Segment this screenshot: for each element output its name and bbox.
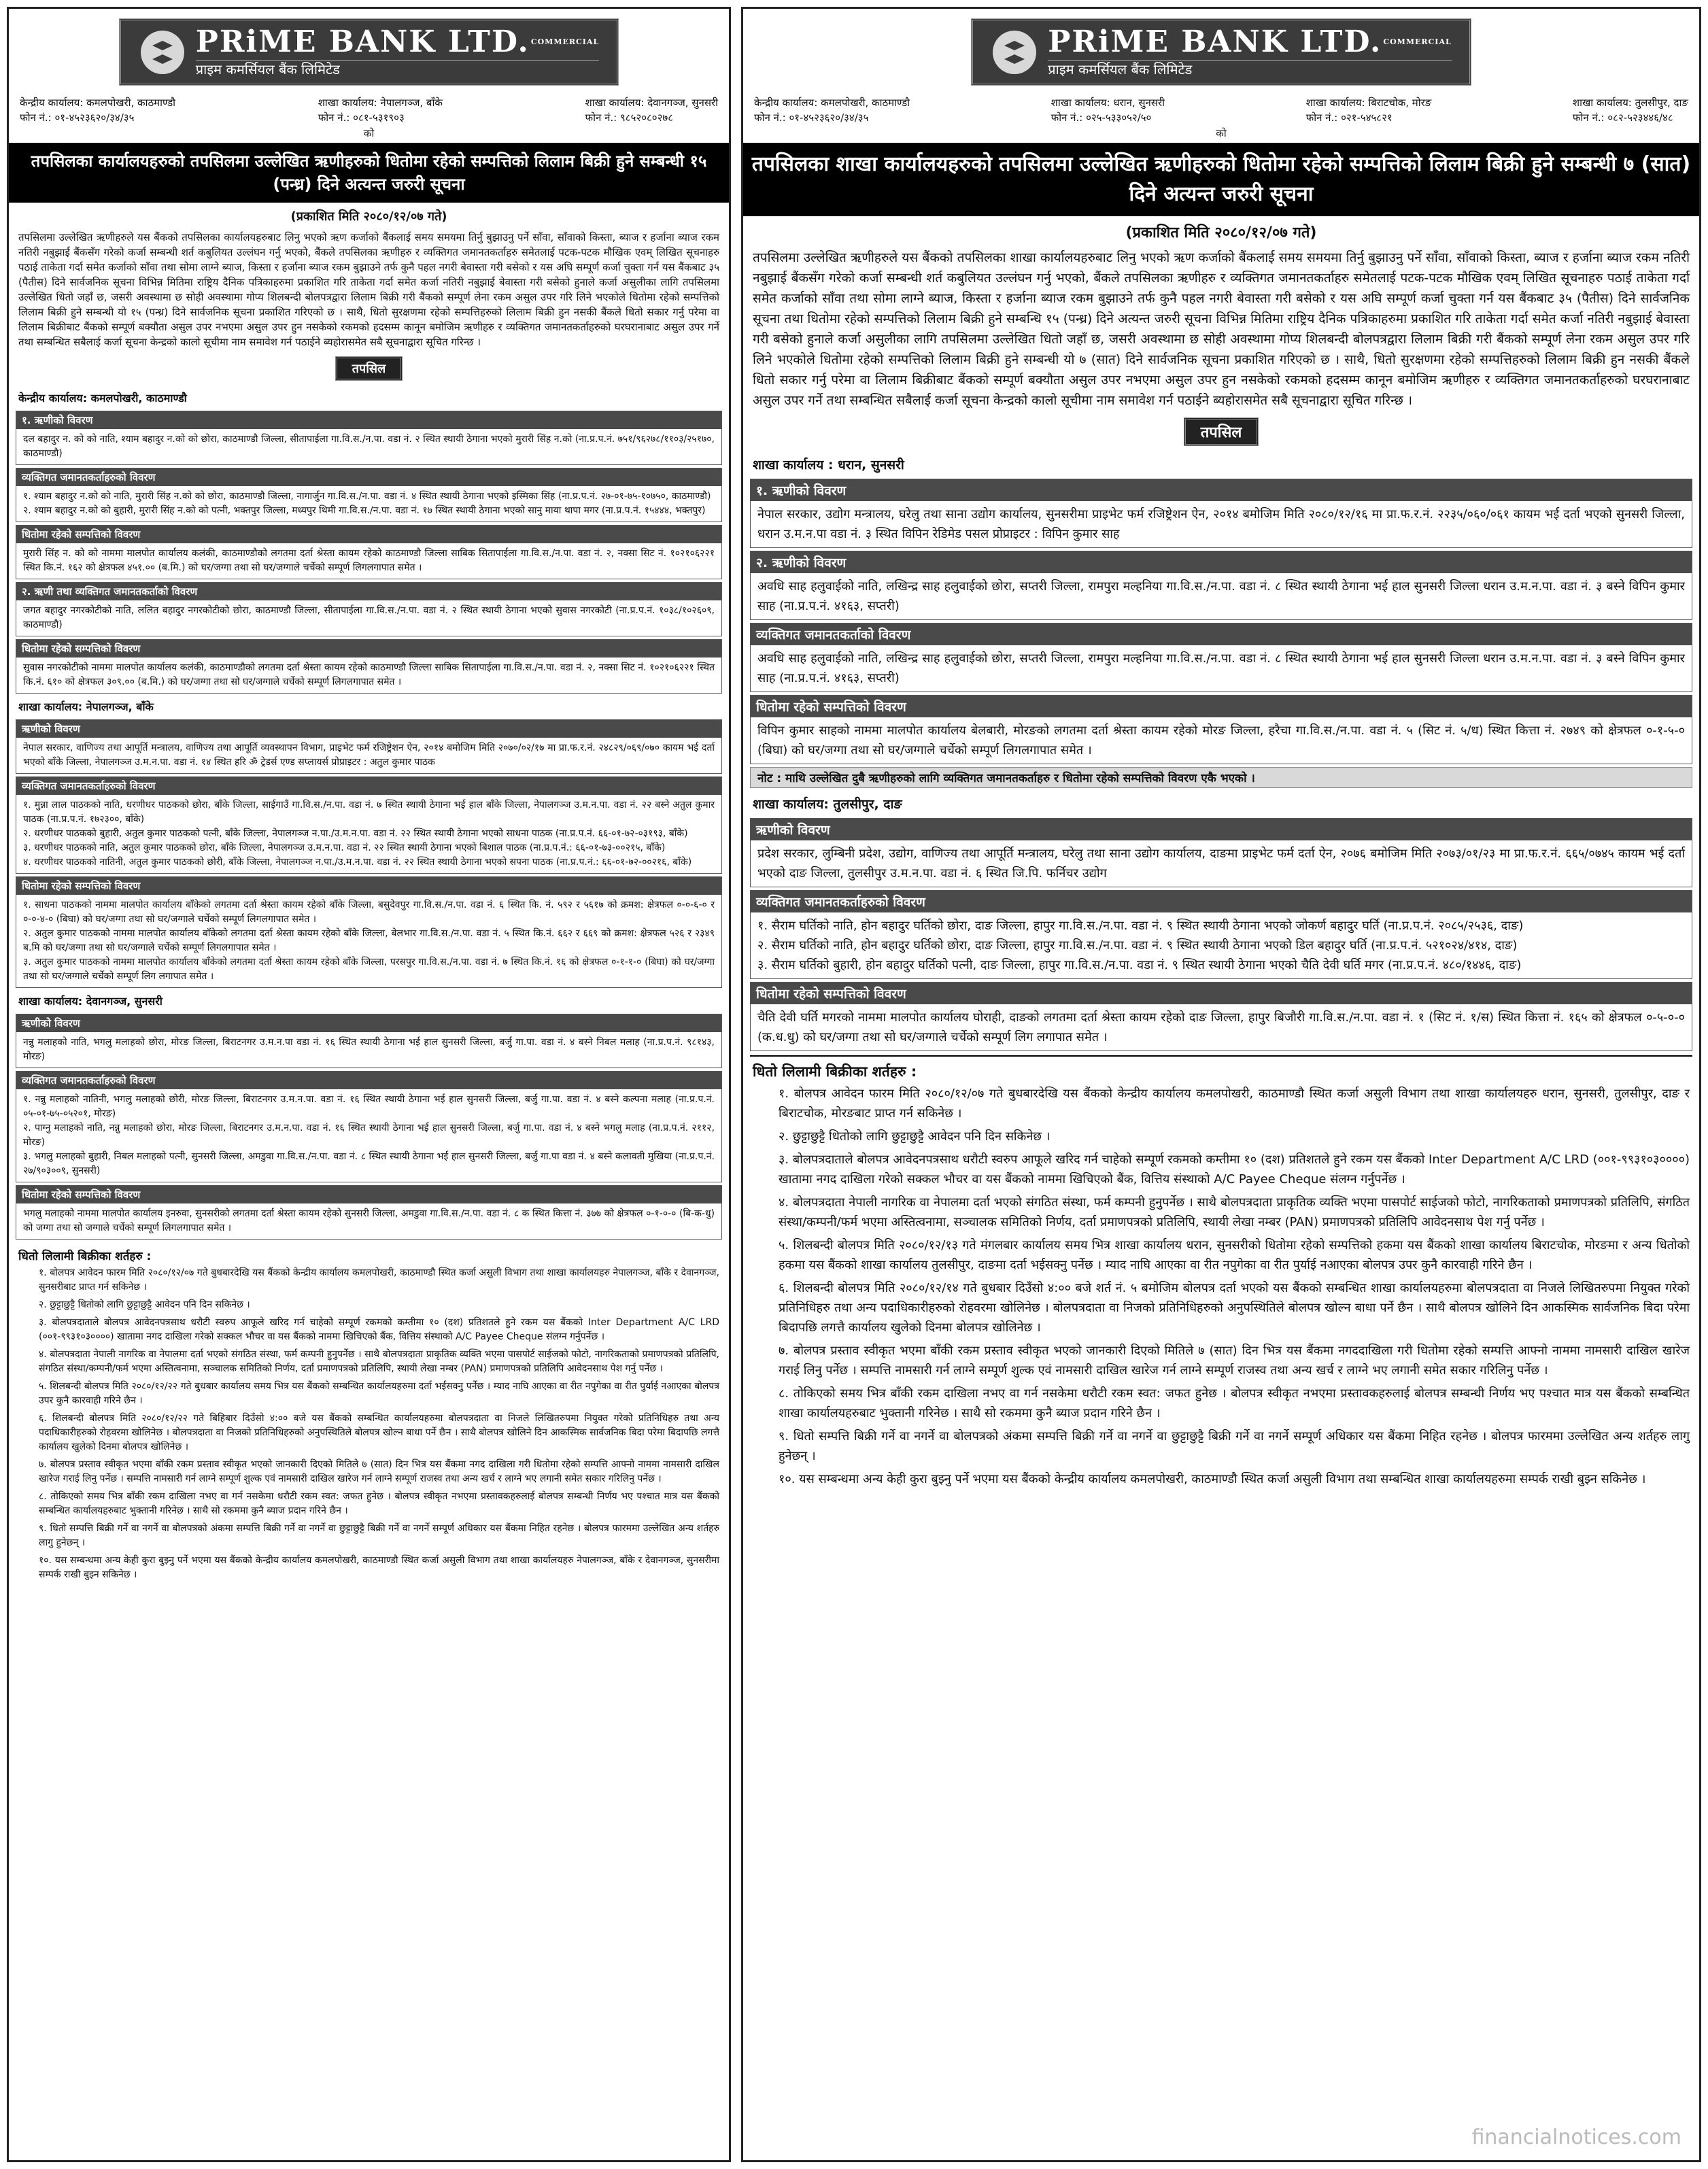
logo-prime: PRiME	[195, 24, 318, 59]
detail-line: नेपाल सरकार, वाणिज्य तथा आपूर्ति मन्त्रालय, वाणिज्य तथा आपूर्ति व्यवस्थापन विभाग, प्राइभेट फर्म रजिष्ट्रेशन ऐन, २०१४ बमोजिम मिति २०७०/०२/१७ मा प्रा.फ.र.नं. २४८२९/०६९/०७० कायम भई दर्ता भएको बाँके जिल्ला, नेपालगञ्ज उ.म.न.पा. वडा नं. १४ स्थित हरि ॐ ट्रेडर्स एण्ड सप्लायर्स प्रोप्राइटर : अतुल कुमार पाठक	[23, 742, 715, 768]
office-list	[9, 86, 729, 125]
schedule-label: तपसिल	[743, 417, 1699, 446]
term-item: १. बोलपत्र आवेदन फारम मिति २०८०/१२/०७ गते बुधबारदेखि यस बैंकको केन्द्रीय कार्यालय कमलपोखरी, काठमाण्डौ स्थित कर्जा असुली विभाग तथा शाखा कार्यालयहरु नेपालगञ्ज, बाँके र देवानगञ्ज, सुनसरीबाट प्राप्त गर्न सकिनेछ ।	[39, 1267, 719, 1293]
detail-box	[16, 1185, 722, 1240]
branch-heading: शाखा कार्यालय: तुलसीपुर, दाङ	[753, 797, 902, 812]
note-text: नोट : माथि उल्लेखित दुबै ऋणीहरुको लागि व्यक्तिगत जमानतकर्ताहरु र धितोमा रहेको सम्पत्तिको विवरण एकै भएको ।	[750, 767, 1692, 788]
term-item: ७. बोलपत्र प्रस्ताव स्वीकृत भएमा बाँकी रकम प्रस्ताव स्वीकृत भएको जानकारी दिएको मितिले ७ (सात) दिन भित्र यस बैंकमा नगददाखिला गरी धितोमा रहेको सम्पत्ति आफ्नो नाममा नामसारी दाखिल खारेज गराई लिनु पर्नेछ । सम्पत्ति नामसारी गर्न लाग्ने सम्पूर्ण शुल्क एवं नामसारी दाखिल खारेज गर्न लाग्ने सम्पूर्ण राजस्व तथा अन्य खर्च र लाग्ने भए लगानी समेत सकार गरिलिनु पर्नेछ ।	[779, 1344, 1690, 1378]
detail-line: नेपाल सरकार, उद्योग मन्त्रालय, घरेलु तथा साना उद्योग कार्यालय, सुनसरीमा प्राइभेट फर्म रजिष्ट्रेशन ऐन, २०१४ बमोजिम मिति २०८०/१२/१६ मा प्रा.फ.र.नं. २२३५/०६०/०६१ कायम भई दर्ता भएको सुनसरी जिल्ला, धरान उ.म.न.पा वडा नं. ३ स्थित विपिन रेडिमेड पसल प्रोप्राइटर : विपिन कुमार साह	[757, 507, 1685, 541]
detail-box	[16, 1071, 722, 1182]
intro-paragraph: तपसिलमा उल्लेखित ऋणीहरुले यस बैंकको तपसिलका कार्यालयहरुबाट लिनु भएको ऋण कर्जाको बैंकलाई समय समयमा तिर्नु बुझाउनु पर्ने साँवा, साँवाको किस्ता, ब्याज र हर्जाना ब्याज रकम नतिरी नबुझाई बैंकसँग गरेको कर्जा सम्बन्धी शर्त कबुलियत उल्लंघन गर्नु भएको, बैंकले तपसिलका ऋणीहरु र व्यक्तिगत जमानतकर्ताहरु समेतलाई पटक-पटक मौखिक एवम् लिखित सूचनाहरु पठाई ताकेता गर्दा समेत कर्जाको साँवा तथा सोमा लाग्ने ब्याज, किस्ता र हर्जाना ब्याज रकम बुझाउने तर्फ कुनै पहल नगरी बेवास्ता गरी बसेको र यस अघि सम्पूर्ण कर्जा चुक्ता गर्न यस बैंकबाट ३५ (पैतीस) दिने सार्वजनिक सूचना विभिन्न मितिमा राष्ट्रिय दैनिक पत्रिकाहरुमा प्रकाशित गरि ताकेता गर्दा समेत कर्जा नतिरी नबुझाई बेवास्ता गरी बसेको हुनाले कर्जा असुलीका लागि तपसिलमा उल्लेखित धितो जहाँ छ, जसरी अवस्थामा छ सोही अवस्थामा गोप्य शिलबन्दी बोलपत्रद्वारा लिलाम बिक्री गरी बैंकको सम्पूर्ण लेना रकम असुल उपर गरि लिने भएकोले धितोमा रहेको सम्पत्तिको लिलाम बिक्री हुने सम्बन्धी यो १५ (पन्ध्र) दिने सार्वजनिक सूचना प्रकाशित गरिएको छ । साथै, धितो सुरक्षणमा रहेको सम्पत्तिहरुको लिलाम बिक्री हुन नसकी बैंकले धितो सकार गर्नु परेमा वा लिलाम बिक्रीबाट बैंकको सम्पूर्ण बक्यौता असुल उपर नभएमा असुल उपर हुन नसकेको रकमको हदसम्म कानून बमोजिम ऋणीहरु र व्यक्तिगत जमानतकर्ताहरुको घरघरानाबाट असुल उपर गर्ने तथा सम्बन्धित सबैलाई कर्जा सूचना केन्द्रको कालो सूचीमा नाम समावेश गर्न पठाईने ब्यहोरासमेत सबै सूचनाद्वारा सूचित गरिन्छ ।	[18, 231, 719, 348]
terms-heading: धितो लिलामी बिक्रीका शर्तहरु :	[750, 1055, 1692, 1084]
detail-box	[16, 719, 722, 774]
term-item: ३. बोलपत्रदाताले बोलपत्र आवेदनपत्रसाथ धरौटी स्वरुप आफूले खरिद गर्न चाहेको सम्पूर्ण रकमको कम्तीमा १० (दश) प्रतिशतले हुने रकम यस बैंकको Inter Department A/C LRD (००१-९९३१०३००००) खातामा नगद दाखिला गरेको सक्कल भौचर वा यस बैंकको नाममा खिचिएको बैंक, वित्तिय संस्थाको A/C Payee Cheque संलग्न गर्नुपर्नेछ ।	[39, 1317, 719, 1342]
detail-box-body	[16, 657, 721, 693]
detail-line: ४. धरणीधर पाठकको नातिनी, अतुल कुमार पाठकको छोरी, बाँके जिल्ला, नेपालगञ्ज न.पा./उ.म.न.पा. वडा नं. २२ स्थित स्थायी ठेगाना भएको सपना पाठक (ना.प्र.प.नं.: ६६-०१-७२-००२१६, बाँके)	[23, 857, 692, 868]
detail-box	[750, 551, 1692, 620]
detail-box-heading: व्यक्तिगत जमानतकर्ताहरुको विवरण	[16, 468, 721, 486]
detail-box-heading: २. ऋणी तथा व्यक्तिगत जमानतकर्ताको विवरण	[16, 583, 721, 600]
term-item: ८. तोकिएको समय भित्र बाँकी रकम दाखिला नभए वा गर्न नसकेमा धरौटी रकम स्वत: जफत हुनेछ । बोलपत्र स्वीकृत नभएमा प्रस्तावकहरुलाई बोलपत्र सम्बन्धी निर्णय भए पश्चात मात्र यस बैंकको सम्बन्धित शाखा कार्यालयहरुबाट भुक्तानी गरिनेछ । साथै सो रकममा कुनै ब्याज प्रदान गरिने छैन ।	[779, 1386, 1690, 1420]
detail-box-body	[16, 543, 721, 579]
watermark: financialnotices.com	[1471, 2125, 1681, 2149]
detail-line: ३. धरणीधर पाठकको नाति, अतुल कुमार पाठकको छोरा, बाँके जिल्ला, नेपालगञ्ज उ.म.न.पा. वडा नं. २२ स्थित स्थायी ठेगाना भएको बिशाल पाठक (ना.प्र.प.नं.: ६६-०१-७३-००२१५, बाँके)	[23, 842, 666, 853]
schedule-blocks	[743, 453, 1699, 1051]
detail-box-heading: धितोमा रहेको सम्पत्तिको विवरण	[16, 526, 721, 543]
term-item: ४. बोलपत्रदाता नेपाली नागरिक वा नेपालमा दर्ता भएको संगठित संस्था, फर्म कम्पनी हुनुपर्नेछ । साथै बोलपत्रदाता प्राकृतिक व्यक्ति भएमा पासपोर्ट साईजको फोटो, नागरिकताको प्रमाणपत्रको प्रतिलिपि, संगठित संस्था/कम्पनी/फर्म भएमा अस्तित्वनामा, सञ्चालक समितिको निर्णय, दर्ता प्रमाणपत्रको प्रतिलिपि, स्थायी लेखा नम्बर (PAN) प्रमाणपत्रको प्रतिलिपि आवेदनसाथ पेश गर्नु पर्नेछ ।	[779, 1195, 1690, 1229]
detail-box-heading: धितोमा रहेको सम्पत्तिको विवरण	[751, 983, 1692, 1004]
detail-box-heading: व्यक्तिगत जमानतकर्ताहरुको विवरण	[16, 1072, 721, 1089]
branch-heading: शाखा कार्यालय: देवानगञ्ज, सुनसरी	[18, 995, 163, 1008]
publish-date: (प्रकाशित मिति २०८०/१२/०७ गते)	[1125, 224, 1317, 241]
detail-box-heading: धितोमा रहेको सम्पत्तिको विवरण	[16, 1186, 721, 1203]
detail-box	[16, 639, 722, 694]
detail-box-body	[751, 912, 1692, 978]
office-entry	[20, 95, 175, 125]
logo-nepali: प्राइम कमर्सियल बैंक लिमिटेड	[196, 60, 599, 78]
term-item: ९. धितो सम्पत्ति बिक्री गर्ने वा नगर्ने वा बोलपत्रको अंकमा सम्पत्ति बिक्री गर्ने वा नगर्ने वा छुट्टाछुट्टै बिक्री गर्ने वा नगर्ने सम्पूर्ण अधिकार यस बैंकमा निहित रहनेछ । बोलपत्र फारममा उल्लेखित अन्य शर्तहरु लागु हुनेछन् ।	[39, 1523, 719, 1548]
office-entry	[1573, 95, 1688, 125]
detail-line: १. सैराम घर्तिको नाति, होन बहादुर घर्तिको छोरा, दाङ जिल्ला, हापुर गा.वि.स./न.पा. वडा नं. ९ स्थित स्थायी ठेगाना भएको जोकर्ण बहादुर घर्ति (ना.प्र.प.नं. २०८५/२५३६, दाङ)	[757, 919, 1524, 933]
term-item: १०. यस सम्बन्धमा अन्य केही कुरा बुझ्नु पर्ने भएमा यस बैंकको केन्द्रीय कार्यालय कमलपोखरी, काठमाण्डौ स्थित कर्जा असुली विभाग तथा सम्बन्धित शाखा कार्यालयहरुमा सम्पर्क राखी बुझ्न सकिनेछ ।	[779, 1472, 1646, 1486]
detail-box	[750, 982, 1692, 1051]
detail-line: २. श्याम बहादुर न.को को बुहारी, मुरारी सिंह न.को को पत्नी, भक्तपुर जिल्ला, मध्यपुर थिमी गा.वि.स./न.पा. वडा नं. १७ स्थित स्थायी ठेगाना भएको सानु माया थापा मगर (ना.प्र.प.नं. १५४४४, भक्तपुर)	[23, 505, 706, 516]
detail-box	[750, 818, 1692, 887]
detail-line: २. अतुल कुमार पाठकको नाममा मालपोत कार्यालय बाँकेको लगतमा दर्ता श्रेस्ता कायम रहेको बाँके जिल्ला, बेलभार गा.वि.स./न.पा. वडा नं. ५ स्थित कि.नं. ६६२ र ६६९ को क्रमश: क्षेत्रफल ५२६ र २३४९ ब.मि को घर/जग्गा तथा सो घर/जग्गाले चर्चेको सम्पूर्ण लिगलगापात समेत ।	[23, 928, 715, 953]
detail-box	[750, 623, 1692, 692]
detail-box-heading: व्यक्तिगत जमानतकर्ताहरुको विवरण	[16, 777, 721, 795]
office-label: केन्द्रीय कार्यालय: कमलपोखरी, काठमाण्डौ	[754, 97, 910, 109]
term-item: ८. तोकिएको समय भित्र बाँकी रकम दाखिला नभए वा गर्न नसकेमा धरौटी रकम स्वत: जफत हुनेछ । बोलपत्र स्वीकृत नभएमा प्रस्तावकहरुलाई बोलपत्र सम्बन्धी निर्णय भए पश्चात मात्र यस बैंकको सम्बन्धित कार्यालयहरुबाट भुक्तानी गरिनेछ । साथै सो रकममा कुनै ब्याज प्रदान गरिने छैन ।	[39, 1491, 719, 1516]
office-phone: फोन नं.: ०२५-५३३०५२/५०	[1051, 112, 1152, 124]
ko-text: को	[1216, 127, 1227, 139]
office-label: केन्द्रीय कार्यालय: कमलपोखरी, काठमाण्डौ	[20, 97, 176, 109]
office-entry	[754, 95, 910, 125]
detail-box-heading: १. ऋणीको विवरण	[16, 411, 721, 429]
office-phone: फोन नं.: ०८२-५२३४४६/४८	[1572, 112, 1673, 124]
terms-list	[743, 1084, 1699, 1489]
terms-list	[9, 1266, 729, 1582]
office-phone: फोन नं.: ९८५२०८०२७८	[585, 112, 673, 124]
office-entry	[1306, 95, 1432, 125]
branch-heading: शाखा कार्यालय: नेपालगञ्ज, बाँके	[18, 700, 154, 713]
detail-box-body	[751, 840, 1692, 887]
detail-box-body	[751, 1004, 1692, 1051]
notice-title: तपसिलका शाखा कार्यालयहरुको तपसिलमा उल्लेखित ऋणीहरुको धितोमा रहेको सम्पत्तिको लिलाम बिक्री हुने सम्बन्धी ७ (सात) दिने अत्यन्त जरुरी सूचना	[743, 143, 1699, 216]
detail-line: अवधि साह हलुवाईको नाति, लखिन्द्र साह हलुवाईको छोरा, सप्तरी जिल्ला, रामपुरा मल्हनिया गा.वि.स./न.पा. वडा नं. ८ स्थित स्थायी ठेगाना भई हाल सुनसरी जिल्ला धरान उ.म.न.पा. वडा नं. ३ बस्ने विपिन कुमार साह (ना.प्र.प.नं. ४१६३, सप्तरी)	[757, 651, 1685, 685]
term-item: ५. शिलबन्दी बोलपत्र मिति २०८०/१२/२२ गते बुधबार कार्यालय समय भित्र यस बैंकको सम्बन्धित कार्यालयहरुमा दर्ता भईसक्नु पर्नेछ । म्याद नाघि आएका वा रीत नपुगेका वा रीत पुर्याई नआएका बोलपत्र उपर कुनै कारवाही गरिने छैन ।	[39, 1381, 719, 1406]
detail-line: विपिन कुमार साहको नाममा मालपोत कार्यालय बेलबारी, मोरङको लगतमा दर्ता श्रेस्ता कायम रहेको मोरङ जिल्ला, हरैचा गा.वि.स./न.पा. वडा नं. ५ (सिट नं. ५/ध) स्थित कित्ता नं. २७४९ को क्षेत्रफल ०-१-५-० (बिघा) को घर/जग्गा तथा सो घर/जग्गाले चर्चेको सम्पूर्ण लिगलगापात समेत ।	[757, 723, 1685, 757]
detail-line: नन्नु मलाहको नाति, भगलु मलाहको छोरा, मोरङ जिल्ला, बिराटनगर उ.म.न.पा वडा नं. १६ स्थित स्थायी ठेगाना भई हाल सुनसरी जिल्ला, बर्जु गा.पा. वडा नं. ४ बस्ने निबल मलाह (ना.प्र.प.नं. ९८१४३, मोरङ)	[23, 1037, 715, 1062]
detail-box	[16, 1014, 722, 1068]
terms-heading: धितो लिलामी बिक्रीका शर्तहरु :	[18, 1250, 152, 1263]
detail-box-heading: १. ऋणीको विवरण	[751, 479, 1692, 501]
detail-box-heading: ऋणीको विवरण	[16, 720, 721, 738]
bank-logo	[9, 18, 729, 86]
detail-box	[16, 776, 722, 874]
detail-line: २. सैराम घर्तिको नाति, होन बहादुर घर्तिको छोरा, दाङ जिल्ला, हापुर गा.वि.स./न.पा. वडा नं. ९ स्थित स्थायी ठेगाना भएको डिल बहादुर घर्ति (ना.प्र.प.नं. ५२१०२४/४१४, दाङ)	[757, 938, 1518, 953]
detail-box-heading: ऋणीको विवरण	[751, 819, 1692, 840]
term-item: ९. धितो सम्पत्ति बिक्री गर्ने वा नगर्ने वा बोलपत्रको अंकमा सम्पत्ति बिक्री गर्ने वा नगर्ने वा छुट्टाछुट्टै बिक्री गर्ने वा नगर्ने सम्पूर्ण अधिकार यस बैंकमा निहित रहनेछ । बोलपत्र फारममा उल्लेखित अन्य शर्तहरु लागु हुनेछन् ।	[779, 1429, 1690, 1463]
detail-line: अवधि साह हलुवाईको नाति, लखिन्द्र साह हलुवाईको छोरा, सप्तरी जिल्ला, रामपुरा मल्हनिया गा.वि.स./न.पा. वडा नं. ८ स्थित स्थायी ठेगाना भई हाल सुनसरी जिल्ला धरान उ.म.न.पा. वडा नं. ३ बस्ने विपिन कुमार साह (ना.प्र.प.नं. ४१६३, सप्तरी)	[757, 579, 1685, 613]
term-item: ३. बोलपत्रदाताले बोलपत्र आवेदनपत्रसाथ धरौटी स्वरुप आफूले खरिद गर्न चाहेको सम्पूर्ण रकमको कम्तीमा १० (दश) प्रतिशतले हुने रकम यस बैंकको Inter Department A/C LRD (००१-९९३१०३००००) खातामा नगद दाखिला गरेको सक्कल भौचर वा यस बैंकको नाममा खिचिएको बैंक, वित्तिय संस्थाको A/C Payee Cheque संलग्न गर्नुपर्नेछ ।	[779, 1152, 1690, 1186]
detail-box-body	[16, 795, 721, 873]
detail-box-heading: धितोमा रहेको सम्पत्तिको विवरण	[16, 877, 721, 895]
logo-commercial: COMMERCIAL	[1383, 37, 1452, 46]
detail-box-heading: ऋणीको विवरण	[16, 1014, 721, 1032]
detail-box-body	[751, 717, 1692, 764]
detail-line: २. धरणीधर पाठकको बुहारी, अतुल कुमार पाठकको पत्नी, बाँके जिल्ला, नेपालगञ्ज न.पा./उ.म.न.पा. वडा नं. २२ स्थित स्थायी ठेगाना भएको साधना पाठक (ना.प्र.प.नं. ६६-०१-७२-०३१९३, बाँके)	[23, 828, 688, 839]
detail-box-body	[16, 486, 721, 522]
detail-box-body	[16, 1089, 721, 1182]
notice-title: तपसिलका कार्यालयहरुको तपसिलमा उल्लेखित ऋणीहरुको धितोमा रहेको सम्पत्तिको लिलाम बिक्री हुने सम्बन्धी १५ (पन्ध्र) दिने अत्यन्त जरुरी सूचना	[9, 143, 729, 203]
logo-bank: BANK LTD.	[328, 24, 530, 59]
notice-right	[741, 7, 1701, 2162]
office-label: शाखा कार्यालय: नेपालगञ्ज, बाँके	[318, 97, 443, 109]
detail-line: १. श्याम बहादुर न.को को नाति, मुरारी सिंह न.को को छोरा, काठमाण्डौ जिल्ला, नागार्जुन गा.वि.स./न.पा. वडा नं. ४ स्थित स्थायी ठेगाना भएको इस्मिका सिंह (ना.प्र.प.नं. २७-०१-७५-१०७५०, काठमाण्डौ)	[23, 491, 711, 502]
detail-line: मुरारी सिंह न. को को नाममा मालपोत कार्यालय कलंकी, काठमाण्डौको लगतमा दर्ता श्रेस्ता कायम रहेको काठमाण्डौ जिल्ला साबिक सितापाईला गा.वि.स./न.पा. वडा नं. २, नक्सा सिट नं. १०२१०६२२१ स्थित कि.नं. १६२ को क्षेत्रफल ४५१.०० (ब.मि.) को घर/जग्गा तथा सो घर/जग्गाले चर्चेको सम्पूर्ण लिगलगापात समेत ।	[23, 548, 715, 573]
office-entry	[1051, 95, 1165, 125]
detail-line: २. पाग्नु मलाहको नाति, नन्नु मलाहको छोरा, मोरङ जिल्ला, बिराटनगर उ.म.न.पा. वडा नं. १६ स्थित स्थायी ठेगाना भई हाल सुनसरी जिल्ला, बर्जु गा.पा. वडा नं. ४ बस्ने भगलु मलाह (ना.प्र.प.नं. २११२, मोरङ)	[23, 1123, 715, 1148]
office-phone: फोन नं.: ०२१-५४५८२१	[1305, 112, 1393, 124]
term-item: ४. बोलपत्रदाता नेपाली नागरिक वा नेपालमा दर्ता भएको संगठित संस्था, फर्म कम्पनी हुनुपर्नेछ । साथै बोलपत्रदाता प्राकृतिक व्यक्ति भएमा पासपोर्ट साईजको फोटो, नागरिकताको प्रमाणपत्रको प्रतिलिपि, संगठित संस्था/कम्पनी/फर्म भएमा अस्तित्वनामा, सञ्चालक समितिको निर्णय, दर्ता प्रमाणपत्रको प्रतिलिपि, स्थायी लेखा नम्बर (PAN) प्रमाणपत्रको प्रतिलिपि आवेदनसाथ पेश गर्नु पर्नेछ ।	[39, 1349, 719, 1374]
office-label: शाखा कार्यालय: देवानगञ्ज, सुनसरी	[585, 97, 718, 109]
detail-box-heading: २. ऋणीको विवरण	[751, 551, 1692, 573]
term-item: १. बोलपत्र आवेदन फारम मिति २०८०/१२/०७ गते बुधबारदेखि यस बैंकको केन्द्रीय कार्यालय कमलपोखरी, काठमाण्डौ स्थित कर्जा असुली विभाग तथा शाखा कार्यालयहरु धरान, सुनसरी, तुलसीपुर, दाङ र बिराटचोक, मोरङबाट प्राप्त गर्न सकिनेछ ।	[779, 1087, 1690, 1121]
detail-line: ३. सैराम घर्तिको बुहारी, होन बहादुर घर्तिको पत्नी, दाङ जिल्ला, हापुर गा.वि.स./न.पा. वडा नं. ९ स्थित स्थायी ठेगाना भएको चैति देवी घर्ति मगर (ना.प्र.प.नं. ४८०/१४४६, दाङ)	[757, 958, 1522, 972]
prime-bank-logo-icon	[991, 29, 1038, 76]
bank-logo	[743, 18, 1699, 86]
office-label: शाखा कार्यालय: तुलसीपुर, दाङ	[1572, 97, 1688, 109]
detail-box-heading: व्यक्तिगत जमानतकर्ताहरुको विवरण	[751, 891, 1692, 912]
office-entry	[585, 95, 718, 125]
detail-line: ३. भगलु मलाहको बुहारी, निबल मलाहको पत्नी, सुनसरी जिल्ला, अमडुवा गा.वि.स./न.पा. वडा नं. ८ स्थित स्थायी ठेगाना भई हाल सुनसरी जिल्ला, बर्जु गा.पा वडा नं. ४ बस्ने कलावती मुखिया (ना.प्र.प.नं. २७/९०३००९, सुनसरी)	[23, 1151, 715, 1176]
detail-line: दल बहादुर न. को को नाति, श्याम बहादुर न.को को छोरा, काठमाण्डौ जिल्ला, सीतापाईला गा.वि.स./न.पा. वडा नं. २ स्थित स्थायी ठेगाना भएको मुरारी सिंह न.को (ना.प्र.प.नं. ७५१/९६२७८/११०३/२५१७०, काठमाण्डौ)	[23, 434, 715, 459]
detail-box-body	[16, 895, 721, 987]
detail-line: प्रदेश सरकार, लुम्बिनी प्रदेश, उद्योग, वाणिज्य तथा आपूर्ति मन्त्रालय, घरेलु तथा साना उद्योग कार्यालय, दाङमा प्राइभेट फर्म दर्ता ऐन, २०७६ बमोजिम मिति २०७३/०१/२३ मा प्रा.फ.र.नं. ६६५/०७४५ कायम भई दर्ता भएको दाङ जिल्ला, तुलसीपुर उ.म.न.पा. वडा नं. ६ स्थित जि.पि. फर्निचर उद्योग	[757, 847, 1685, 881]
prime-bank-logo-icon	[139, 29, 186, 76]
logo-bank: BANK LTD.	[1181, 24, 1382, 59]
detail-line: चैति देवी घर्ति मगरको नाममा मालपोत कार्यालय घोराही, दाङको लगतमा दर्ता श्रेस्ता कायम रहेको दाङ जिल्ला, हापुर बिजौरी गा.वि.स./न.पा. वडा नं. १ (सिट नं. १/स) स्थित कित्ता नं. १६५ को क्षेत्रफल ०-५-०-० (क.ध.धु) को घर/जग्गा तथा सो घर/जग्गाले चर्चेको सम्पूर्ण लिग लगापात समेत ।	[757, 1010, 1685, 1044]
detail-box-body	[751, 573, 1692, 619]
office-phone: फोन नं.: ०१-४५२३६२०/३४/३५	[20, 112, 135, 124]
detail-box-body	[16, 600, 721, 636]
detail-box	[16, 468, 722, 522]
detail-box-body	[751, 501, 1692, 547]
detail-box	[750, 890, 1692, 979]
office-label: शाखा कार्यालय: बिराटचोक, मोरङ	[1305, 97, 1432, 109]
detail-line: जगत बहादुर नगरकोटीको नाति, ललित बहादुर नगरकोटीको छोरा, काठमाण्डौ जिल्ला, सीतापाईला गा.वि.स./न.पा. वडा नं. २ स्थित स्थायी ठेगाना भएको सुवास नगरकोटी (ना.प्र.प.नं. १०३८/१०२६०९, काठमाण्डौ)	[23, 605, 715, 630]
detail-box	[16, 582, 722, 636]
schedule-blocks	[9, 388, 729, 1240]
detail-box	[16, 876, 722, 988]
detail-box	[16, 411, 722, 465]
term-item: ६. शिलबन्दी बोलपत्र मिति २०८०/१२/२२ गते बिहिबार दिउँसो ४:०० बजे यस बैंकको सम्बन्धित कार्यालयहरुमा बोलपत्रदाता वा निजले लिखितरुपमा नियुक्त गरेको प्रतिनिधिहरु तथा अन्य पदाधिकारीहरुको रोहवरमा खोलिनेछ । बोलपत्रदाता वा निजको प्रतिनिधिहरुको अनुपस्थितिले बोलपत्र खोल्न बाधा पर्ने छैन । साथै बोलपत्र खोलिने दिन आकस्मिक सार्वजनिक बिदा परेमा बिदापछि लगत्तै कार्यालय खुलेको दिनमा बोलपत्र खोलिनेछ ।	[39, 1413, 719, 1452]
logo-nepali: प्राइम कमर्सियल बैंक लिमिटेड	[1048, 60, 1451, 78]
term-item: ७. बोलपत्र प्रस्ताव स्वीकृत भएमा बाँकी रकम प्रस्ताव स्वीकृत भएको जानकारी दिएको मितिले ७ (सात) दिन भित्र यस बैंकमा नगद दाखिला गरी धितोमा रहेको सम्पत्ति आफ्नो नाममा नामसारी दाखिल खारेज गराई लिनु पर्नेछ । सम्पत्ति नामसारी गर्न लाग्ने सम्पूर्ण शुल्क एवं नामसारी दाखिल खारेज गर्न लाग्ने सम्पूर्ण राजस्व तथा अन्य खर्च र लाग्ने भए लगानी समेत सकार गरिलिनु पर्नेछ ।	[39, 1459, 719, 1484]
ko-text: को	[363, 127, 375, 139]
detail-line: १. नन्नु मलाहको नातिनी, भगलु मलाहको छोरी, मोरङ जिल्ला, बिराटनगर उ.म.न.पा. वडा नं. १६ स्थित स्थायी ठेगाना भई हाल सुनसरी जिल्ला, बर्जु गा.पा. वडा नं. ४ बस्ने कल्पना मलाह (ना.प्र.प.नं. ०५-०१-७५-०५२०१, मोरङ)	[23, 1094, 715, 1119]
detail-box-heading: धितोमा रहेको सम्पत्तिको विवरण	[751, 696, 1692, 717]
branch-heading: शाखा कार्यालय : धरान, सुनसरी	[753, 458, 904, 473]
office-phone: फोन नं.: ०१-४५२३६२०/३४/३५	[754, 112, 869, 124]
publish-date: (प्रकाशित मिति २०८०/१२/०७ गते)	[290, 209, 447, 224]
detail-line: १. साधना पाठकको नाममा मालपोत कार्यालय बाँकेको लगतमा दर्ता श्रेस्ता कायम रहेको बाँके जिल्ला, बसुदेवपुर गा.वि.स./न.पा. वडा नं. ६ स्थित कि. नं. ५९२ र ५६१७ को क्रमश: क्षेत्रफल ०-०-६-० र ०-०-४-० (बिघा) को घर/जग्गा तथा सो घर/जग्गाले चर्चेको सम्पूर्ण लिगलगापात समेत ।	[23, 900, 715, 925]
detail-box	[16, 525, 722, 579]
term-item: २. छुट्टाछुट्टै धितोको लागि छुट्टाछुट्टै आवेदन पनि दिन सकिनेछ ।	[779, 1129, 1051, 1144]
detail-line: ३. अतुल कुमार पाठकको नाममा मालपोत कार्यालय बाँकेको लगतमा दर्ता श्रेस्ता कायम रहेको बाँके जिल्ला, परसपुर गा.वि.स./न.पा. वडा नं. ७ स्थित कि.नं. १६ को क्षेत्रफल ०-१-१-० (बिघा) को घर/जग्गा तथा सो घर/जग्गाले चर्चेको सम्पूर्ण लिग लगापात समेत ।	[23, 957, 715, 982]
detail-box-body	[16, 429, 721, 464]
detail-box-heading: धितोमा रहेको सम्पत्तिको विवरण	[16, 640, 721, 657]
detail-box-body	[16, 1203, 721, 1239]
office-label: शाखा कार्यालय: धरान, सुनसरी	[1051, 97, 1165, 109]
detail-box-body	[751, 645, 1692, 691]
detail-box-body	[16, 1032, 721, 1068]
branch-heading: केन्द्रीय कार्यालय: कमलपोखरी, काठमाण्डौ	[18, 392, 187, 405]
detail-line: १. मुन्ना लाल पाठकको नाति, धरणीधर पाठकको छोरा, बाँके जिल्ला, साईगाउँ गा.वि.स./न.पा. वडा नं. ७ स्थित स्थायी ठेगाना भई हाल बाँके जिल्ला, नेपालगञ्ज उ.म.न.पा. वडा नं. २२ बस्ने अतुल कुमार पाठक (ना.प्र.प.नं. १७२३००, बाँके)	[23, 800, 715, 825]
intro-paragraph: तपसिलमा उल्लेखित ऋणीहरुले यस बैंकको तपसिलका शाखा कार्यालयहरुबाट लिनु भएको ऋण कर्जाको बैंकलाई समय समयमा तिर्नु बुझाउनु पर्ने साँवा, साँवाको किस्ता, ब्याज र हर्जाना ब्याज रकम नतिरी नबुझाई बैंकसँग गरेको कर्जा सम्बन्धी शर्त कबुलियत उल्लंघन गर्नु भएको, बैंकले तपसिलका ऋणीहरु र व्यक्तिगत जमानतकर्ताहरु समेतलाई पटक-पटक मौखिक एवम् लिखित सूचनाहरु पठाई ताकेता गर्दा समेत कर्जाको साँवा तथा सोमा लाग्ने ब्याज, किस्ता र हर्जाना ब्याज रकम बुझाउने तर्फ कुनै पहल नगरी बेवास्ता गरी बसेको र यस अघि सम्पूर्ण कर्जा चुक्ता गर्न यस बैंकबाट ३५ (पैतीस) दिने सार्वजनिक सूचना तथा धितोमा रहेको सम्पत्तिको लिलाम बिक्री हुने सम्बन्धि १५ (पन्ध्र) दिने अत्यन्त जरुरी सूचना विभिन्न मितिमा राष्ट्रिय दैनिक पत्रिकाहरुमा प्रकाशित गरि ताकेता गर्दा समेत कर्जा नतिरी नबुझाई बेवास्ता गरी बसेको हुनाले कर्जा असुलीका लागि तपसिलमा उल्लेखित धितो जहाँ छ, जसरी अवस्थामा छ सोही अवस्थामा गोप्य शिलबन्दी बोलपत्रद्वारा लिलाम बिक्री गरी बैंकको सम्पूर्ण लेना रकम असुल उपर गरि लिने भएकोले धितोमा रहेको सम्पत्तिको लिलाम बिक्री हुने सम्बन्धी यो ७ (सात) दिने सार्वजनिक सूचना प्रकाशित गरिएको छ । साथै, धितो सुरक्षणमा रहेको सम्पत्तिहरुको लिलाम बिक्री हुन नसकी बैंकले धितो सकार गर्नु परेमा वा लिलाम बिक्रीबाट बैंकको सम्पूर्ण बक्यौता असुल उपर नभएमा असुल उपर हुन नसकेको रकमको हदसम्म कानून बमोजिम ऋणीहरु र व्यक्तिगत जमानतकर्ताहरुको घरघरानाबाट असुल उपर गर्ने तथा सम्बन्धित सबैलाई कर्जा सूचना केन्द्रको कालो सूचीमा नाम समावेश गर्न पठाईने ब्यहोरासमेत सबै सूचनाद्वारा सूचित गरिन्छ ।	[753, 250, 1690, 408]
term-item: ५. शिलबन्दी बोलपत्र मिति २०८०/१२/१३ गते मंगलबार कार्यालय समय भित्र शाखा कार्यालय धरान, सुनसरीको धितोमा रहेको सम्पत्तिको हकमा यस बैंकको शाखा कार्यालय बिराटचोक, मोरङमा र अन्य धितोको हकमा यस बैंकको शाखा कार्यालय तुलसीपुर, दाङमा दर्ता भईसक्नु पर्नेछ । म्याद नाघि आएका वा रीत नपुगेका वा रीत पुर्याई नआएका बोलपत्र उपर कुनै कारवाही गरिने छैन ।	[779, 1238, 1690, 1272]
term-item: १०. यस सम्बन्धमा अन्य केही कुरा बुझ्नु पर्ने भएमा यस बैंकको केन्द्रीय कार्यालय कमलपोखरी, काठमाण्डौ स्थित कर्जा असुली विभाग तथा शाखा कार्यालयहरु नेपालगञ्ज, बाँके र देवानगञ्ज, सुनसरीमा सम्पर्क राखी बुझ्न सकिनेछ ।	[39, 1555, 719, 1580]
schedule-label: तपसिल	[9, 356, 729, 381]
office-entry	[318, 95, 443, 125]
detail-box	[750, 479, 1692, 548]
office-list	[743, 86, 1699, 125]
term-item: २. छुट्टाछुट्टै धितोको लागि छुट्टाछुट्टै आवेदन पनि दिन सकिनेछ ।	[39, 1299, 250, 1310]
notice-left	[7, 7, 731, 2162]
detail-box-heading: व्यक्तिगत जमानतकर्ताको विवरण	[751, 624, 1692, 645]
detail-line: सुवास नगरकोटीको नाममा मालपोत कार्यालय कलंकी, काठमाण्डौको लगतमा दर्ता श्रेस्ता कायम रहेको काठमाण्डौ जिल्ला साबिक सितापाईला गा.वि.स./न.पा. वडा नं. २, नक्सा सिट नं. १०२१०६२२१ स्थित कि.नं. ६१० को क्षेत्रफल ३०९.०० (ब.मि.) को घर/जग्गा तथा सो घर/जग्गाले चर्चेको सम्पूर्ण लिगलगापात समेत ।	[23, 662, 715, 687]
office-phone: फोन नं.: ०८१-५३१९०३	[318, 112, 405, 124]
logo-commercial: COMMERCIAL	[530, 37, 600, 46]
logo-prime: PRiME	[1048, 24, 1169, 59]
detail-line: भगलु मलाहको नाममा मालपोत कार्यालय इनरुवा, सुनसरीको लगतमा दर्ता श्रेस्ता कायम रहेको सुनसरी जिल्ला, अमडुवा गा.वि.स./न.पा. वडा नं. ८ क स्थित कित्ता नं. ३७७ को क्षेत्रफल ०-१-०-० (बि-क-धु) को जग्गा तथा सो जग्गाले चर्चेको सम्पूर्ण लिगलगापात समेत ।	[23, 1208, 715, 1233]
detail-box-body	[16, 738, 721, 773]
detail-box	[750, 695, 1692, 764]
term-item: ६. शिलबन्दी बोलपत्र मिति २०८०/१२/१४ गते बुधबार दिउँसो ४:०० बजे शर्त नं. ५ बमोजिम बोलपत्र दर्ता भएको यस बैंकको सम्बन्धित शाखा कार्यालयहरुमा बोलपत्रदाता वा निजले लिखितरुपमा नियुक्त गरेको प्रतिनिधिहरु तथा अन्य पदाधिकारीहरुको रोहवरमा खोलिनेछ । बोलपत्रदाता वा निजको प्रतिनिधिहरुको अनुपस्थितिले बोलपत्र खोल्न बाधा पर्ने छैन । साथै बोलपत्र खोलिने दिन आकस्मिक सार्वजनिक बिदा परेमा बिदापछि लगत्तै कार्यालय खुलेको दिनमा बोलपत्र खोलिनेछ ।	[779, 1281, 1690, 1335]
